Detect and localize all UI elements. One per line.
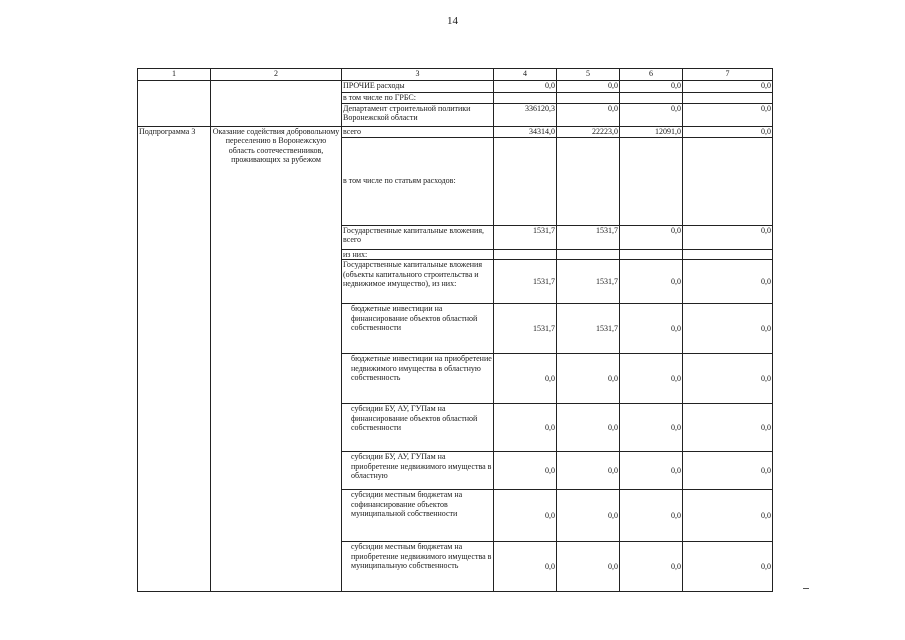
row-value-6: 0,0 bbox=[620, 490, 683, 542]
row-value-5: 1531,7 bbox=[557, 304, 620, 354]
row-label bbox=[342, 304, 494, 354]
row-value-6 bbox=[620, 249, 683, 260]
row-label: Государственные капитальные вложения (объекты капитального строительства и недвижимое имущество), из них: bbox=[342, 260, 494, 304]
header-col-4: 4 bbox=[494, 69, 557, 81]
row-label bbox=[342, 452, 494, 490]
row-label-text: бюджетные инвестиции на приобретение недвижимого имущества в областную собственность bbox=[351, 354, 492, 383]
row-value-5 bbox=[557, 93, 620, 104]
header-col-2: 2 bbox=[211, 69, 342, 81]
subprogram-title-cell: Оказание содействия добровольному переселению в Воронежскую область соотечественников, проживающих за рубежом bbox=[211, 126, 342, 592]
row-value-4: 0,0 bbox=[494, 81, 557, 93]
table-row bbox=[138, 81, 773, 93]
header-col-1: 1 bbox=[138, 69, 211, 81]
row-label bbox=[342, 490, 494, 542]
row-value-6 bbox=[620, 93, 683, 104]
row-label-text: субсидии БУ, АУ, ГУПам на финансирование объектов областной собственности bbox=[351, 404, 478, 433]
header-col-3: 3 bbox=[342, 69, 494, 81]
row-value-5: 0,0 bbox=[557, 542, 620, 592]
table-header-row bbox=[138, 69, 773, 81]
row-value-4 bbox=[494, 137, 557, 225]
row-value-5: 1531,7 bbox=[557, 260, 620, 304]
row-value-5: 0,0 bbox=[557, 81, 620, 93]
row-value-4: 0,0 bbox=[494, 404, 557, 452]
row-value-6: 0,0 bbox=[620, 404, 683, 452]
row-value-7: 0,0 bbox=[683, 126, 773, 137]
row-label: в том числе по ГРБС: bbox=[342, 93, 494, 104]
row-label-text: субсидии местным бюджетам на софинансирование объектов муниципальной собственности bbox=[351, 490, 463, 519]
row-label: Департамент строительной политики Воронежской области bbox=[342, 103, 494, 126]
row-value-7 bbox=[683, 137, 773, 225]
row-value-6: 0,0 bbox=[620, 354, 683, 404]
row-label bbox=[342, 404, 494, 452]
header-col-5: 5 bbox=[557, 69, 620, 81]
row-value-4: 0,0 bbox=[494, 490, 557, 542]
row-value-4: 1531,7 bbox=[494, 260, 557, 304]
header-col-6: 6 bbox=[620, 69, 683, 81]
row-value-7: 0,0 bbox=[683, 542, 773, 592]
row-value-7: 0,0 bbox=[683, 452, 773, 490]
page-number: 14 bbox=[447, 15, 458, 27]
row-value-4: 336120,3 bbox=[494, 103, 557, 126]
row-label: из них: bbox=[342, 249, 494, 260]
row-label: ПРОЧИЕ расходы bbox=[342, 81, 494, 93]
header-col-7: 7 bbox=[683, 69, 773, 81]
row-value-6 bbox=[620, 137, 683, 225]
row-value-4 bbox=[494, 249, 557, 260]
row-value-7: 0,0 bbox=[683, 354, 773, 404]
table-row bbox=[138, 126, 773, 137]
row-value-5: 0,0 bbox=[557, 490, 620, 542]
row-value-4: 0,0 bbox=[494, 354, 557, 404]
row-value-6: 0,0 bbox=[620, 103, 683, 126]
subprogram-cell: Подпрограмма 3 bbox=[138, 126, 211, 592]
row-value-5: 22223,0 bbox=[557, 126, 620, 137]
row-label-text: бюджетные инвестиции на финансирование объектов областной собственности bbox=[351, 304, 478, 333]
row-value-5 bbox=[557, 137, 620, 225]
row-value-7 bbox=[683, 249, 773, 260]
row-c1 bbox=[138, 81, 211, 127]
scan-mark bbox=[803, 588, 809, 589]
row-value-7: 0,0 bbox=[683, 103, 773, 126]
row-value-6: 12091,0 bbox=[620, 126, 683, 137]
row-value-7: 0,0 bbox=[683, 81, 773, 93]
budget-table bbox=[137, 68, 773, 592]
row-value-7: 0,0 bbox=[683, 490, 773, 542]
row-c2 bbox=[211, 81, 342, 127]
row-label: в том числе по статьям расходов: bbox=[342, 137, 494, 225]
row-value-7: 0,0 bbox=[683, 304, 773, 354]
row-value-7: 0,0 bbox=[683, 260, 773, 304]
row-value-5: 0,0 bbox=[557, 103, 620, 126]
row-label: всего bbox=[342, 126, 494, 137]
row-value-7: 0,0 bbox=[683, 225, 773, 249]
row-value-6: 0,0 bbox=[620, 452, 683, 490]
row-value-5 bbox=[557, 249, 620, 260]
row-value-6: 0,0 bbox=[620, 260, 683, 304]
row-value-4: 1531,7 bbox=[494, 304, 557, 354]
row-value-5: 0,0 bbox=[557, 354, 620, 404]
row-value-4: 0,0 bbox=[494, 452, 557, 490]
row-value-4: 0,0 bbox=[494, 542, 557, 592]
row-value-4: 1531,7 bbox=[494, 225, 557, 249]
row-value-4: 34314,0 bbox=[494, 126, 557, 137]
row-label bbox=[342, 542, 494, 592]
row-value-6: 0,0 bbox=[620, 225, 683, 249]
row-value-6: 0,0 bbox=[620, 81, 683, 93]
row-value-4 bbox=[494, 93, 557, 104]
row-value-5: 0,0 bbox=[557, 404, 620, 452]
row-value-5: 0,0 bbox=[557, 452, 620, 490]
row-label bbox=[342, 354, 494, 404]
row-value-5: 1531,7 bbox=[557, 225, 620, 249]
row-value-7: 0,0 bbox=[683, 404, 773, 452]
row-value-7 bbox=[683, 93, 773, 104]
row-value-6: 0,0 bbox=[620, 304, 683, 354]
row-label-text: субсидии БУ, АУ, ГУПам на приобретение недвижимого имущества в областную bbox=[351, 452, 492, 481]
row-label: Государственные капитальные вложения, всего bbox=[342, 225, 494, 249]
row-value-6: 0,0 bbox=[620, 542, 683, 592]
row-label-text: субсидии местным бюджетам на приобретение недвижимого имущества в муниципальную собственность bbox=[351, 542, 492, 571]
